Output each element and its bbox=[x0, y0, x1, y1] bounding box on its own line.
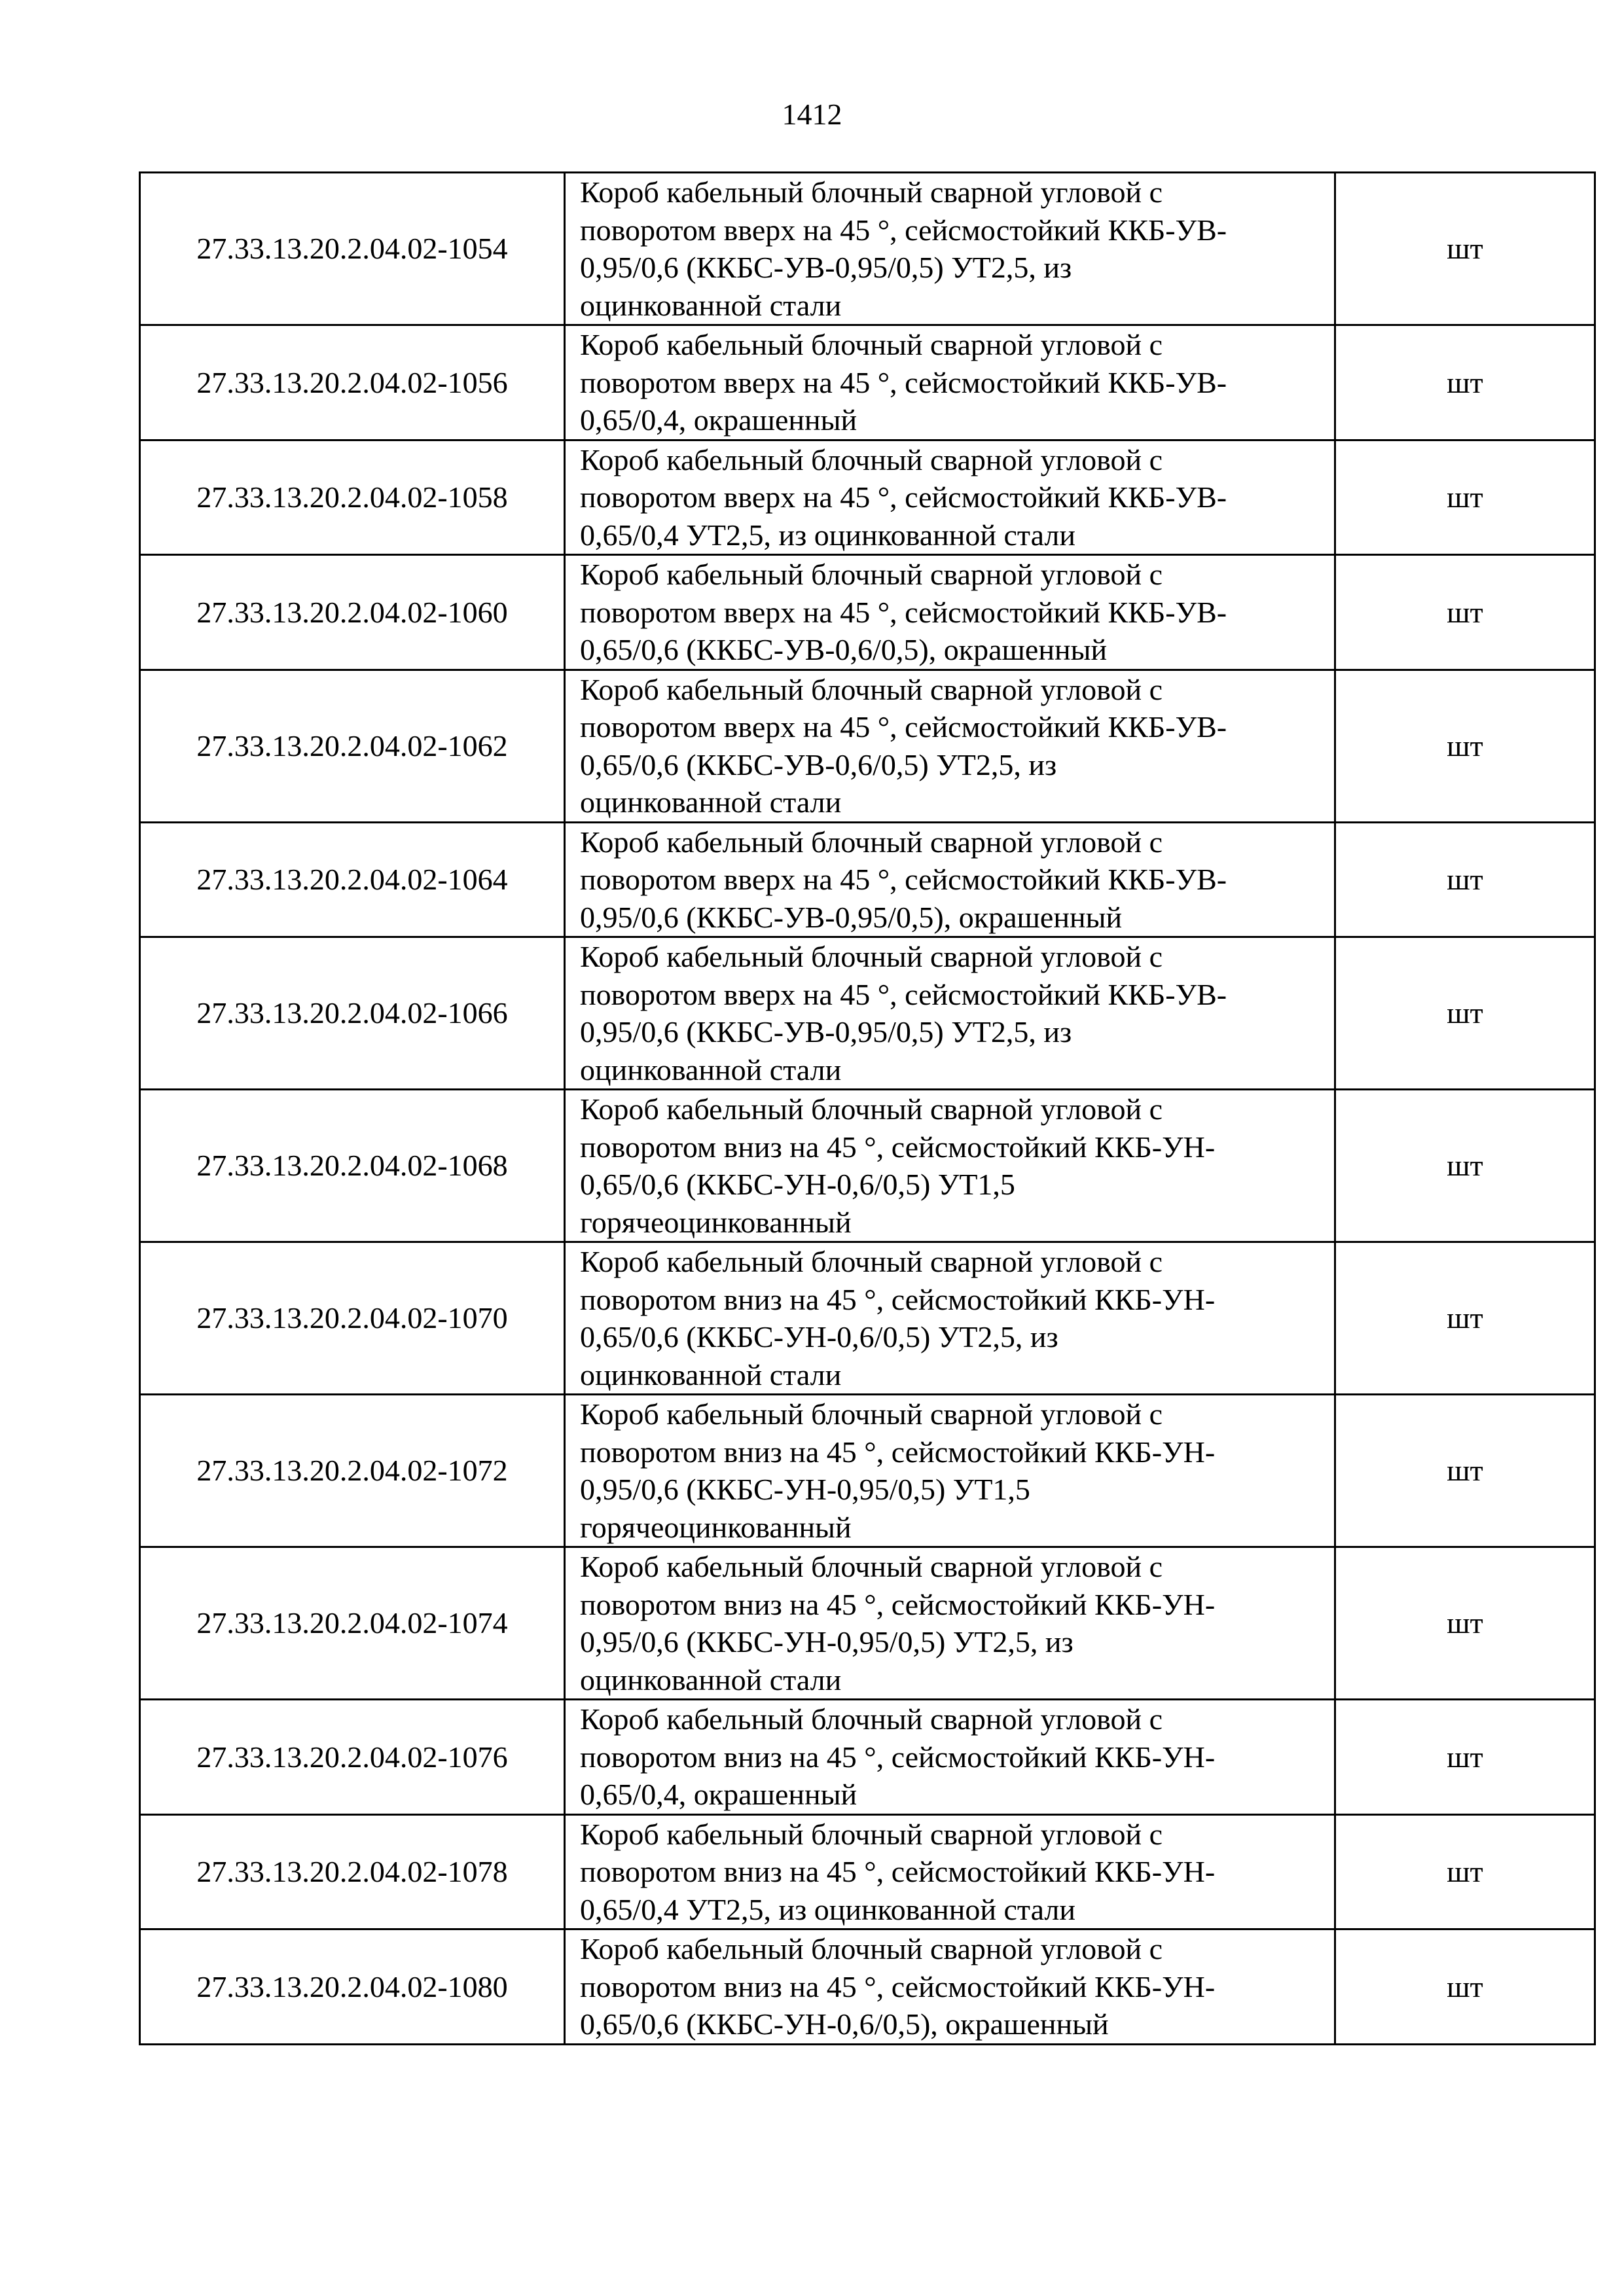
table-row bbox=[140, 822, 1595, 937]
item-name-line: поворотом вниз на 45 °, сейсмостойкий ККБ-УН- bbox=[580, 1282, 1216, 1316]
price-list-table bbox=[139, 171, 1596, 2045]
item-name-line: Короб кабельный блочный сварной угловой с bbox=[580, 328, 1163, 361]
table-row bbox=[140, 440, 1595, 555]
item-unit-cell: шт bbox=[1335, 555, 1595, 670]
item-name-cell bbox=[565, 670, 1335, 822]
item-name-line: Короб кабельный блочный сварной угловой с bbox=[580, 940, 1163, 973]
table-row bbox=[140, 1547, 1595, 1700]
item-name-line: Короб кабельный блочный сварной угловой с bbox=[580, 1550, 1163, 1583]
item-unit-cell: шт bbox=[1335, 1395, 1595, 1547]
item-name-line: оцинкованной стали bbox=[580, 1052, 842, 1086]
table-row bbox=[140, 1242, 1595, 1395]
item-name-cell bbox=[565, 555, 1335, 670]
item-unit-cell: шт bbox=[1335, 1547, 1595, 1700]
item-name-line: Короб кабельный блочный сварной угловой с bbox=[580, 1817, 1163, 1851]
item-unit-cell: шт bbox=[1335, 173, 1595, 325]
item-name-line: поворотом вверх на 45 °, сейсмостойкий ККБ-УВ- bbox=[580, 977, 1227, 1011]
item-name-line: оцинкованной стали bbox=[580, 1357, 842, 1391]
item-name-line: поворотом вверх на 45 °, сейсмостойкий ККБ-УВ- bbox=[580, 863, 1227, 896]
item-name-line: оцинкованной стали bbox=[580, 1662, 842, 1696]
item-name-line: горячеоцинкованный bbox=[580, 1205, 852, 1239]
item-name-line: оцинкованной стали bbox=[580, 785, 842, 819]
item-name-line: 0,65/0,4, окрашенный bbox=[580, 1778, 857, 1811]
item-code-cell: 27.33.13.20.2.04.02-1062 bbox=[140, 670, 565, 822]
item-code-cell: 27.33.13.20.2.04.02-1074 bbox=[140, 1547, 565, 1700]
table-row bbox=[140, 670, 1595, 822]
item-unit-cell: шт bbox=[1335, 440, 1595, 555]
item-name-cell bbox=[565, 1242, 1335, 1395]
item-unit-cell: шт bbox=[1335, 1929, 1595, 2045]
item-name-line: 0,65/0,4, окрашенный bbox=[580, 403, 857, 437]
table-row bbox=[140, 555, 1595, 670]
item-code-cell: 27.33.13.20.2.04.02-1054 bbox=[140, 173, 565, 325]
item-unit-cell: шт bbox=[1335, 937, 1595, 1090]
item-name-line: Короб кабельный блочный сварной угловой с bbox=[580, 558, 1163, 591]
item-unit-cell: шт bbox=[1335, 325, 1595, 440]
item-name-cell bbox=[565, 1814, 1335, 1929]
item-name-line: поворотом вверх на 45 °, сейсмостойкий ККБ-УВ- bbox=[580, 595, 1227, 629]
item-name-cell bbox=[565, 173, 1335, 325]
item-code-cell: 27.33.13.20.2.04.02-1078 bbox=[140, 1814, 565, 1929]
item-name-line: 0,95/0,6 (ККБС-УВ-0,95/0,5) УТ2,5, из bbox=[580, 251, 1072, 284]
table-row bbox=[140, 325, 1595, 440]
item-name-line: 0,65/0,6 (ККБС-УВ-0,6/0,5) УТ2,5, из bbox=[580, 747, 1057, 781]
item-name-cell bbox=[565, 1929, 1335, 2045]
item-name-line: 0,65/0,6 (ККБС-УН-0,6/0,5) УТ2,5, из bbox=[580, 1320, 1058, 1354]
item-name-cell bbox=[565, 325, 1335, 440]
item-unit-cell: шт bbox=[1335, 1700, 1595, 1815]
item-name-cell bbox=[565, 1395, 1335, 1547]
item-name-line: поворотом вниз на 45 °, сейсмостойкий ККБ-УН- bbox=[580, 1435, 1216, 1469]
item-name-line: Короб кабельный блочный сварной угловой с bbox=[580, 1932, 1163, 1965]
table-body bbox=[140, 173, 1595, 2045]
item-name-cell bbox=[565, 440, 1335, 555]
table-row bbox=[140, 1700, 1595, 1815]
item-unit-cell: шт bbox=[1335, 822, 1595, 937]
item-name-line: оцинкованной стали bbox=[580, 288, 842, 322]
item-name-line: 0,65/0,6 (ККБС-УВ-0,6/0,5), окрашенный bbox=[580, 633, 1108, 666]
item-name-line: Короб кабельный блочный сварной угловой с bbox=[580, 442, 1163, 476]
table-row bbox=[140, 173, 1595, 325]
item-code-cell: 27.33.13.20.2.04.02-1066 bbox=[140, 937, 565, 1090]
item-code-cell: 27.33.13.20.2.04.02-1070 bbox=[140, 1242, 565, 1395]
item-name-line: Короб кабельный блочный сварной угловой с bbox=[580, 175, 1163, 209]
item-name-line: 0,95/0,6 (ККБС-УВ-0,95/0,5) УТ2,5, из bbox=[580, 1015, 1072, 1049]
item-name-cell bbox=[565, 1700, 1335, 1815]
item-name-line: 0,65/0,4 УТ2,5, из оцинкованной стали bbox=[580, 1892, 1075, 1926]
item-name-line: 0,65/0,4 УТ2,5, из оцинкованной стали bbox=[580, 518, 1075, 552]
item-name-line: Короб кабельный блочный сварной угловой с bbox=[580, 672, 1163, 706]
item-code-cell: 27.33.13.20.2.04.02-1058 bbox=[140, 440, 565, 555]
item-name-cell bbox=[565, 937, 1335, 1090]
item-code-cell: 27.33.13.20.2.04.02-1056 bbox=[140, 325, 565, 440]
item-name-line: поворотом вниз на 45 °, сейсмостойкий ККБ-УН- bbox=[580, 1855, 1216, 1888]
item-name-line: Короб кабельный блочный сварной угловой с bbox=[580, 1092, 1163, 1126]
item-name-line: горячеоцинкованный bbox=[580, 1510, 852, 1544]
item-name-line: поворотом вниз на 45 °, сейсмостойкий ККБ-УН- bbox=[580, 1587, 1216, 1621]
item-name-line: 0,95/0,6 (ККБС-УВ-0,95/0,5), окрашенный bbox=[580, 900, 1123, 934]
item-code-cell: 27.33.13.20.2.04.02-1072 bbox=[140, 1395, 565, 1547]
item-name-line: поворотом вверх на 45 °, сейсмостойкий ККБ-УВ- bbox=[580, 213, 1227, 247]
item-code-cell: 27.33.13.20.2.04.02-1060 bbox=[140, 555, 565, 670]
item-name-line: Короб кабельный блочный сварной угловой с bbox=[580, 1702, 1163, 1736]
item-name-line: поворотом вниз на 45 °, сейсмостойкий ККБ-УН- bbox=[580, 1130, 1216, 1164]
item-unit-cell: шт bbox=[1335, 1090, 1595, 1242]
item-unit-cell: шт bbox=[1335, 670, 1595, 822]
item-unit-cell: шт bbox=[1335, 1814, 1595, 1929]
item-name-line: Короб кабельный блочный сварной угловой с bbox=[580, 1245, 1163, 1278]
item-code-cell: 27.33.13.20.2.04.02-1068 bbox=[140, 1090, 565, 1242]
table-row bbox=[140, 1814, 1595, 1929]
item-code-cell: 27.33.13.20.2.04.02-1080 bbox=[140, 1929, 565, 2045]
item-name-line: Короб кабельный блочный сварной угловой с bbox=[580, 825, 1163, 859]
item-name-line: 0,95/0,6 (ККБС-УН-0,95/0,5) УТ2,5, из bbox=[580, 1625, 1074, 1659]
item-name-line: поворотом вверх на 45 °, сейсмостойкий ККБ-УВ- bbox=[580, 365, 1227, 399]
item-name-line: поворотом вниз на 45 °, сейсмостойкий ККБ-УН- bbox=[580, 1969, 1216, 2003]
item-name-line: поворотом вверх на 45 °, сейсмостойкий ККБ-УВ- bbox=[580, 480, 1227, 514]
item-name-line: Короб кабельный блочный сварной угловой с bbox=[580, 1397, 1163, 1431]
item-name-line: 0,65/0,6 (ККБС-УН-0,6/0,5) УТ1,5 bbox=[580, 1168, 1015, 1201]
item-code-cell: 27.33.13.20.2.04.02-1076 bbox=[140, 1700, 565, 1815]
item-code-cell: 27.33.13.20.2.04.02-1064 bbox=[140, 822, 565, 937]
item-name-line: поворотом вниз на 45 °, сейсмостойкий ККБ-УН- bbox=[580, 1740, 1216, 1774]
item-name-line: поворотом вверх на 45 °, сейсмостойкий ККБ-УВ- bbox=[580, 710, 1227, 744]
item-name-cell bbox=[565, 1547, 1335, 1700]
item-name-cell bbox=[565, 822, 1335, 937]
item-unit-cell: шт bbox=[1335, 1242, 1595, 1395]
page-number: 1412 bbox=[782, 98, 842, 131]
item-name-cell bbox=[565, 1090, 1335, 1242]
table-row bbox=[140, 1929, 1595, 2045]
table-row bbox=[140, 1090, 1595, 1242]
table-row bbox=[140, 1395, 1595, 1547]
item-name-line: 0,65/0,6 (ККБС-УН-0,6/0,5), окрашенный bbox=[580, 2007, 1109, 2041]
item-name-line: 0,95/0,6 (ККБС-УН-0,95/0,5) УТ1,5 bbox=[580, 1473, 1030, 1506]
table-row bbox=[140, 937, 1595, 1090]
